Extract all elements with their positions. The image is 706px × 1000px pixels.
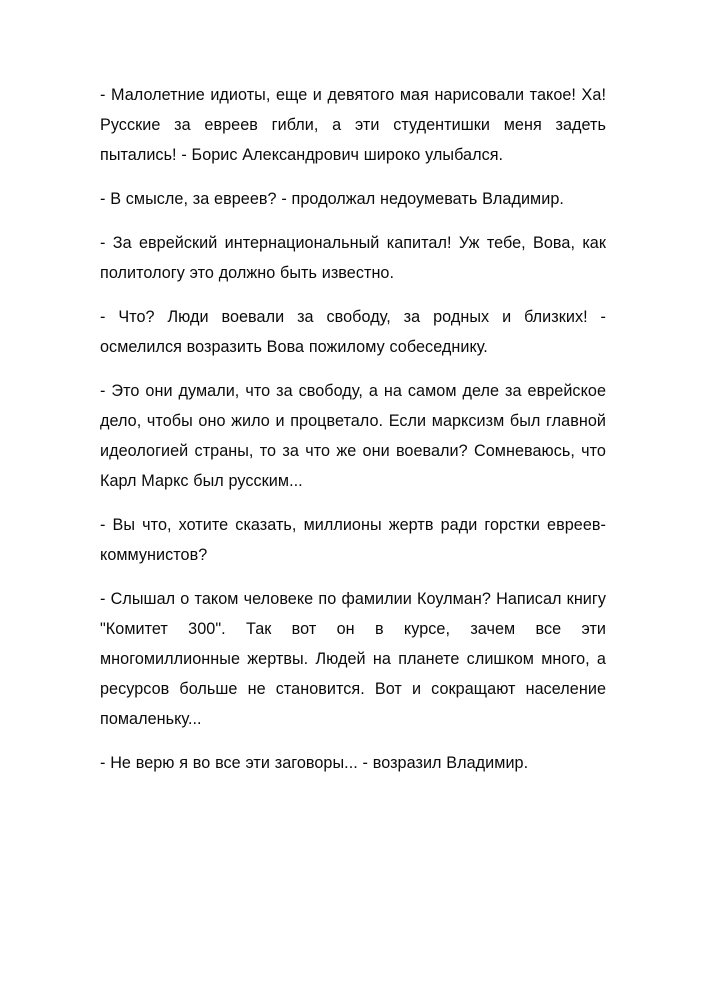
paragraph-4: - Что? Люди воевали за свободу, за родных и близких! - осмелился возразить Вова пожилому собеседнику. [100, 308, 606, 356]
paragraph-2: - В смысле, за евреев? - продолжал недоумевать Владимир. [100, 190, 564, 208]
paragraph-7: - Слышал о таком человеке по фамилии Коулман? Написал книгу "Комитет 300". Так вот он в курсе, зачем все эти многомиллионные жертвы. Людей на планете слишком много, а ресурсов больше не становится. Вот и сокращают население помаленьку... [100, 590, 606, 728]
paragraph-5: - Это они думали, что за свободу, а на самом деле за еврейское дело, чтобы оно жило и процветало. Если марксизм был главной идеологией страны, то за что же они воевали? Сомневаюсь, что Карл Маркс был русским... [100, 382, 606, 490]
paragraph-6: - Вы что, хотите сказать, миллионы жертв ради горстки евреев-коммунистов? [100, 516, 606, 564]
paragraph-1: - Малолетние идиоты, еще и девятого мая нарисовали такое! Ха! Русские за евреев гибли, а эти студентишки меня задеть пытались! - Борис Александрович широко улыбался. [100, 86, 606, 164]
paragraph-3: - За еврейский интернациональный капитал! Уж тебе, Вова, как политологу это должно быть известно. [100, 234, 606, 282]
text-column [100, 80, 606, 778]
paragraph-8: - Не верю я во все эти заговоры... - возразил Владимир. [100, 754, 529, 772]
